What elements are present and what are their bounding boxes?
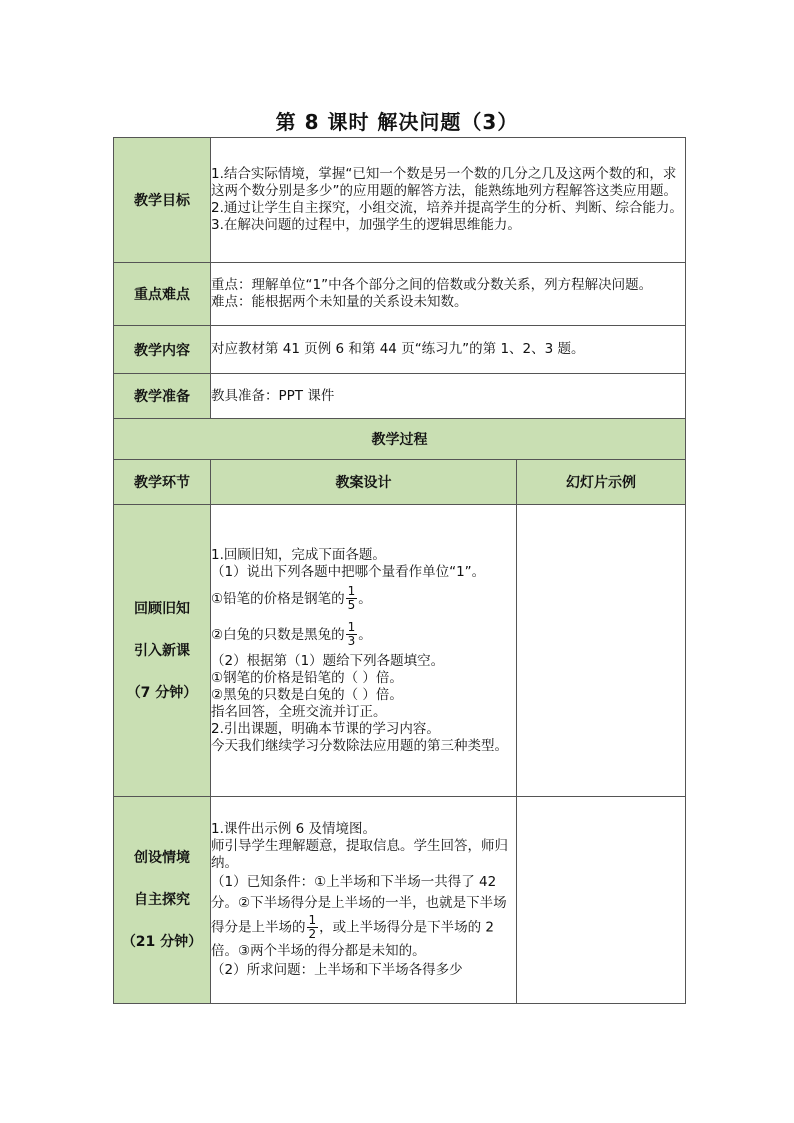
content-text: 对应教材第 41 页例 6 和第 44 页“练习九”的第 1、2、3 题。 [211,326,686,374]
s2-line: （2）所求问题：上半场和下半场各得多少 [211,962,463,978]
s1-line: 2.引出课题，明确本节课的学习内容。 [211,720,440,737]
fraction-one-fifth: $\frac{1}{5}$ [347,584,356,612]
goal-1: 1.结合实际情境，掌握“已知一个数是另一个数的几分之几及这两个数的和，求这两个数分别是多少”的应用题的解答方法，能熟练地列方程解答这类应用题。 [211,166,677,199]
s1-line: 指名回答，全班交流并订正。 [211,703,387,720]
s1-line: （1）说出下列各题中把哪个量看作单位“1”。 [211,563,486,580]
section1-label-line1: 回顾旧知 [134,600,190,617]
page-title: 第 8 课时 解决问题（3） [275,110,519,134]
section2-label-line3: （21 分钟） [121,934,203,950]
key-points-content [211,263,686,326]
s1-line: （2）根据第（1）题给下列各题填空。 [211,652,445,669]
prep-text: 教具准备：PPT 课件 [211,374,686,419]
section2-label-line2: 自主探究 [134,892,190,908]
fraction-one-half: $\frac{1}{2}$ [308,913,317,941]
key-point-difficulty: 难点：能根据两个未知量的关系设未知数。 [211,294,468,310]
section1-label [114,505,211,797]
column-header-design: 教案设计 [211,460,517,505]
s1-line: ①钢笔的价格是铅笔的（ ）倍。 [211,669,403,686]
section1-design [211,505,517,797]
s1-fraction-line: ①铅笔的价格是钢笔的 $\frac{1}{5}$ 。 [211,584,372,612]
prep-label: 教学准备 [114,374,211,419]
column-header-slides: 幻灯片示例 [517,460,686,505]
content-row [114,326,686,374]
goal-3: 3.在解决问题的过程中，加强学生的逻辑思维能力。 [211,217,521,233]
section1-label-line2: 引入新课 [134,642,190,659]
column-header-row [114,460,686,505]
s2-line: 1.课件出示例 6 及情境图。 [211,821,377,837]
goal-2: 2.通过让学生自主探究，小组交流，培养并提高学生的分析、判断、综合能力。 [211,200,683,216]
section1-slides [517,505,686,797]
key-point-focus: 重点：理解单位“1”中各个部分之间的倍数或分数关系，列方程解决问题。 [211,277,653,293]
section2-design [211,797,517,1004]
section2-label-line1: 创设情境 [134,850,190,866]
lesson-plan-table [113,137,686,1004]
s1-line: ②黑兔的只数是白兔的（ ）倍。 [211,686,403,703]
s2-line: 师引导学生理解题意，提取信息。学生回答，师归纳。 [211,838,508,871]
goals-label: 教学目标 [114,138,211,263]
s1-fraction-line: ②白兔的只数是黑兔的 $\frac{1}{3}$ 。 [211,620,372,648]
section2-slides [517,797,686,1004]
s2-fraction-paragraph: （1）已知条件：①上半场和下半场一共得了 42 分。②下半场得分是上半场的一半，也就是下半场得分是上半场的 $\frac{1}{2}$ ，或上半场得分是下半场的 2 倍。③两个半场的得分都是未知的。 [211,874,507,959]
key-points-row [114,263,686,326]
section2-row [114,797,686,1004]
column-header-stage: 教学环节 [114,460,211,505]
prep-row [114,374,686,419]
process-header-row [114,419,686,460]
fraction-one-third: $\frac{1}{3}$ [347,620,356,648]
section2-label [114,797,211,1004]
process-header: 教学过程 [114,419,686,460]
section1-row [114,505,686,797]
section1-label-line3: （7 分钟） [126,684,198,701]
s1-line: 1.回顾旧知，完成下面各题。 [211,546,386,563]
goals-row [114,138,686,263]
key-points-label: 重点难点 [114,263,211,326]
content-label: 教学内容 [114,326,211,374]
s1-line: 今天我们继续学习分数除法应用题的第三种类型。 [211,737,508,754]
goals-content [211,138,686,263]
